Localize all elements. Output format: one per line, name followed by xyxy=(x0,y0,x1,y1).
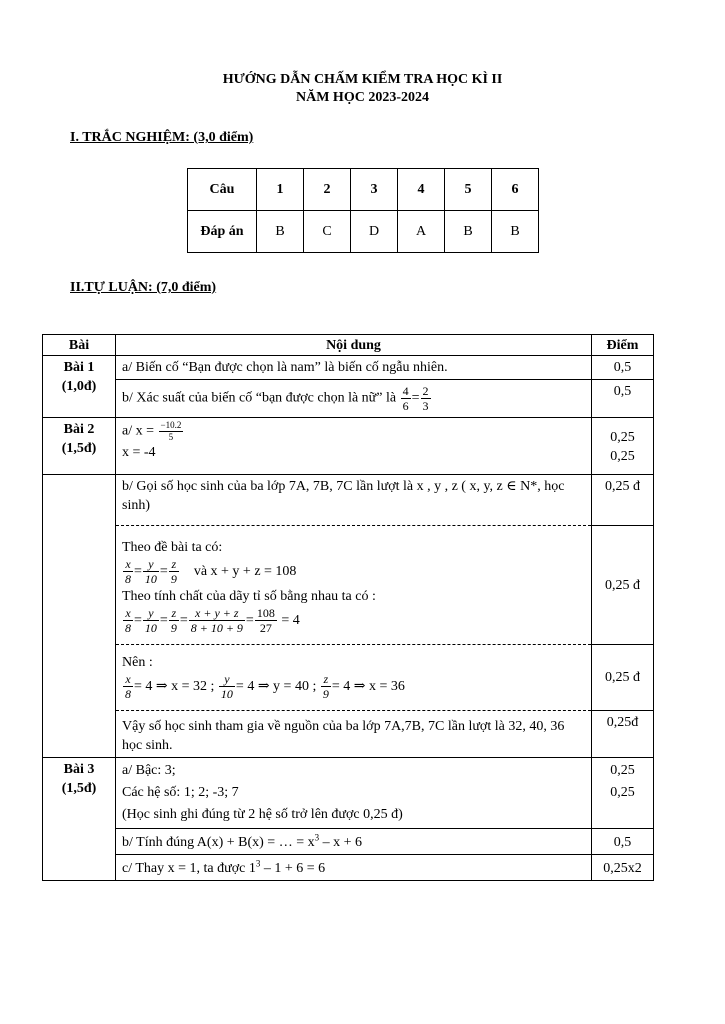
ratio-equation xyxy=(122,557,585,587)
bai3-a-line: a/ Bậc: 3; xyxy=(122,763,176,778)
bai3-b-text: b/ Tính đúng A(x) + B(x) = … = x xyxy=(122,835,315,850)
section-essay-title: II.TỰ LUẬN: (7,0 điểm) xyxy=(70,280,217,295)
equals-sign: = xyxy=(179,613,188,628)
equals-sign: = xyxy=(159,613,168,628)
fraction xyxy=(255,606,277,635)
fraction xyxy=(143,606,159,635)
fraction-numerator: x xyxy=(123,557,133,572)
answer-label: Đáp án xyxy=(188,211,257,253)
bai1-label-cell xyxy=(43,356,116,418)
bai2-b-score: 0,25 đ xyxy=(592,475,654,526)
fraction xyxy=(421,384,431,413)
header-noi-dung: Nội dung xyxy=(116,335,592,356)
fraction xyxy=(123,672,133,701)
bai3-c-text-tail: – 1 + 6 = 6 xyxy=(260,861,326,876)
bai3-b-content xyxy=(116,829,592,855)
bai1-a-content: a/ Biến cố “Bạn được chọn là nam” là biến cố ngẫu nhiên. xyxy=(116,356,592,380)
fraction-denominator: 8 xyxy=(125,621,131,636)
bai2-continued-cell xyxy=(43,475,116,758)
bai2-b-content: b/ Gọi số học sinh của ba lớp 7A, 7B, 7C lần lượt là x , y , z ( x, y, z ∈ N*, học sinh) xyxy=(116,475,592,526)
fraction-denominator: 3 xyxy=(422,399,429,413)
bai2-row-c xyxy=(43,526,654,645)
answer-cell: B xyxy=(445,211,492,253)
fraction-denominator: 9 xyxy=(322,687,329,702)
fraction-denominator: 8 + 10 + 9 xyxy=(190,621,243,636)
bai3-points: (1,5đ) xyxy=(61,781,97,796)
fraction xyxy=(143,557,159,586)
bai2-d-content xyxy=(116,645,592,711)
question-number: 5 xyxy=(445,169,492,211)
question-row xyxy=(188,169,539,211)
score-value: 0,25 đ xyxy=(605,670,640,685)
document-title: HƯỚNG DẪN CHẤM KIỂM TRA HỌC KÌ II xyxy=(222,72,503,87)
bai3-a-score: 0,25 xyxy=(610,763,635,778)
bai3-label-cell xyxy=(43,758,116,881)
bai3-a-line: Các hệ số: 1; 2; -3; 7 xyxy=(122,785,239,800)
exponent: 3 xyxy=(314,832,320,843)
bai2-a-score: 0,25 xyxy=(610,449,635,464)
separator: ; xyxy=(312,679,317,694)
fraction-denominator: 6 xyxy=(402,399,409,413)
fraction-denominator: 9 xyxy=(170,572,177,587)
answer-cell: A xyxy=(398,211,445,253)
bai2-a-prefix: a/ x = xyxy=(122,423,154,439)
bai1-row-a xyxy=(43,356,654,380)
header-diem: Điểm xyxy=(592,335,654,356)
school-year: NĂM HỌC 2023-2024 xyxy=(296,90,429,105)
separator: ; xyxy=(210,679,215,694)
question-label: Câu xyxy=(188,169,257,211)
bai2-e-score: 0,25đ xyxy=(592,711,654,758)
bai3-c-text: c/ Thay x = 1, ta được 1 xyxy=(122,861,256,876)
fraction-numerator: y xyxy=(219,672,235,687)
grading-table xyxy=(42,334,654,881)
fraction-denominator: 8 xyxy=(125,572,131,587)
bai3-a-line: (Học sinh ghi đúng từ 2 hệ số trở lên được 0,25 đ) xyxy=(122,807,403,822)
fraction-numerator: z xyxy=(321,672,331,687)
fraction-numerator: x xyxy=(123,606,133,621)
fraction-numerator: z xyxy=(169,557,179,572)
bai1-a-score: 0,5 xyxy=(592,356,654,380)
fraction xyxy=(159,420,184,443)
fraction xyxy=(169,606,179,635)
bai3-row-a xyxy=(43,758,654,829)
equals-sign: = xyxy=(159,564,168,579)
bai2-row-a xyxy=(43,418,654,475)
section-multiple-choice-title: I. TRẮC NGHIỆM: (3,0 điểm) xyxy=(70,130,254,145)
bai2-label: Bài 2 xyxy=(63,422,95,437)
fraction-numerator: y xyxy=(143,557,159,572)
bai2-c-property: Theo tính chất của dãy tỉ số bằng nhau ta có : xyxy=(122,589,376,604)
question-number: 1 xyxy=(257,169,304,211)
bai3-b-score: 0,5 xyxy=(592,829,654,855)
bai1-b-score: 0,5 xyxy=(592,380,654,418)
bai2-c-score xyxy=(592,526,654,645)
bai1-label: Bài 1 xyxy=(63,360,95,375)
bai3-a-content xyxy=(116,758,592,829)
bai3-row-b xyxy=(43,829,654,855)
fraction-denominator: 10 xyxy=(144,572,157,587)
fraction-numerator: x + y + z xyxy=(189,606,245,621)
fraction xyxy=(169,557,179,586)
fraction-numerator: y xyxy=(143,606,159,621)
sum-condition: và x + y + z = 108 xyxy=(193,564,297,579)
bai2-row-b xyxy=(43,475,654,526)
fraction xyxy=(321,672,331,701)
bai2-c-intro: Theo đề bài ta có: xyxy=(122,540,223,555)
fraction xyxy=(123,606,133,635)
bai3-a-score: 0,25 xyxy=(610,785,635,800)
answer-cell: B xyxy=(257,211,304,253)
bai2-a-scores xyxy=(592,418,654,475)
bai1-b-content xyxy=(116,380,592,418)
bai2-a-score: 0,25 xyxy=(610,430,635,445)
bai2-c-content xyxy=(116,526,592,645)
bai2-label-cell xyxy=(43,418,116,475)
bai2-row-e xyxy=(43,711,654,758)
answer-cell: B xyxy=(492,211,539,253)
question-number: 3 xyxy=(351,169,398,211)
bai2-d-score xyxy=(592,645,654,711)
equals-sign: = xyxy=(411,390,420,406)
score-value: 0,25 đ xyxy=(605,577,640,593)
bai2-row-d xyxy=(43,645,654,711)
answer-cell: C xyxy=(304,211,351,253)
equals-sign: = xyxy=(245,613,254,628)
fraction xyxy=(401,384,411,413)
solution-equation xyxy=(122,672,585,702)
ratio-property-equation xyxy=(122,606,585,636)
question-number: 6 xyxy=(492,169,539,211)
grading-table-header xyxy=(43,335,654,356)
question-number: 4 xyxy=(398,169,445,211)
bai3-c-score: 0,25x2 xyxy=(592,855,654,881)
bai3-a-scores xyxy=(592,758,654,829)
equals-sign: = xyxy=(134,564,142,579)
fraction-numerator: −10.2 xyxy=(160,420,182,430)
bai2-d-intro: Nên : xyxy=(122,655,153,670)
bai2-points: (1,5đ) xyxy=(61,441,97,456)
bai3-row-c xyxy=(43,855,654,881)
exponent: 3 xyxy=(255,858,261,869)
ratio-result: = 4 xyxy=(281,613,300,628)
bai1-points: (1,0đ) xyxy=(61,379,97,394)
equals-sign: = xyxy=(134,613,142,628)
answer-key-table xyxy=(187,168,539,253)
fraction-numerator: z xyxy=(169,606,179,621)
fraction-denominator: 27 xyxy=(259,621,272,636)
bai2-a-result: x = -4 xyxy=(122,445,156,460)
fraction-numerator: x xyxy=(123,672,133,687)
fraction xyxy=(123,557,133,586)
solution-z: = 4 ⇒ x = 36 xyxy=(331,679,405,694)
bai3-b-text-tail: – x + 6 xyxy=(319,835,362,850)
fraction-denominator: 10 xyxy=(220,687,233,702)
fraction xyxy=(189,606,245,635)
bai2-a-content xyxy=(116,418,592,475)
fraction-denominator: 9 xyxy=(170,621,177,636)
fraction-numerator: 4 xyxy=(402,384,409,398)
fraction-numerator: 2 xyxy=(422,384,429,398)
answer-cell: D xyxy=(351,211,398,253)
header-bai: Bài xyxy=(43,335,116,356)
fraction-numerator: 108 xyxy=(256,606,275,621)
fraction-denominator: 5 xyxy=(168,432,174,442)
bai3-label: Bài 3 xyxy=(63,762,95,777)
fraction xyxy=(219,672,235,701)
bai1-b-text: b/ Xác suất của biến cố “bạn được chọn là nữ” là xyxy=(122,390,397,406)
solution-y: = 4 ⇒ y = 40 xyxy=(235,679,309,694)
fraction-denominator: 8 xyxy=(125,687,131,702)
bai3-c-content xyxy=(116,855,592,881)
bai2-e-content: Vậy số học sinh tham gia về nguồn của ba lớp 7A,7B, 7C lần lượt là 32, 40, 36 học sinh. xyxy=(116,711,592,758)
solution-x: = 4 ⇒ x = 32 xyxy=(134,679,208,694)
answer-row xyxy=(188,211,539,253)
question-number: 2 xyxy=(304,169,351,211)
fraction-denominator: 10 xyxy=(144,621,157,636)
bai1-row-b xyxy=(43,380,654,418)
